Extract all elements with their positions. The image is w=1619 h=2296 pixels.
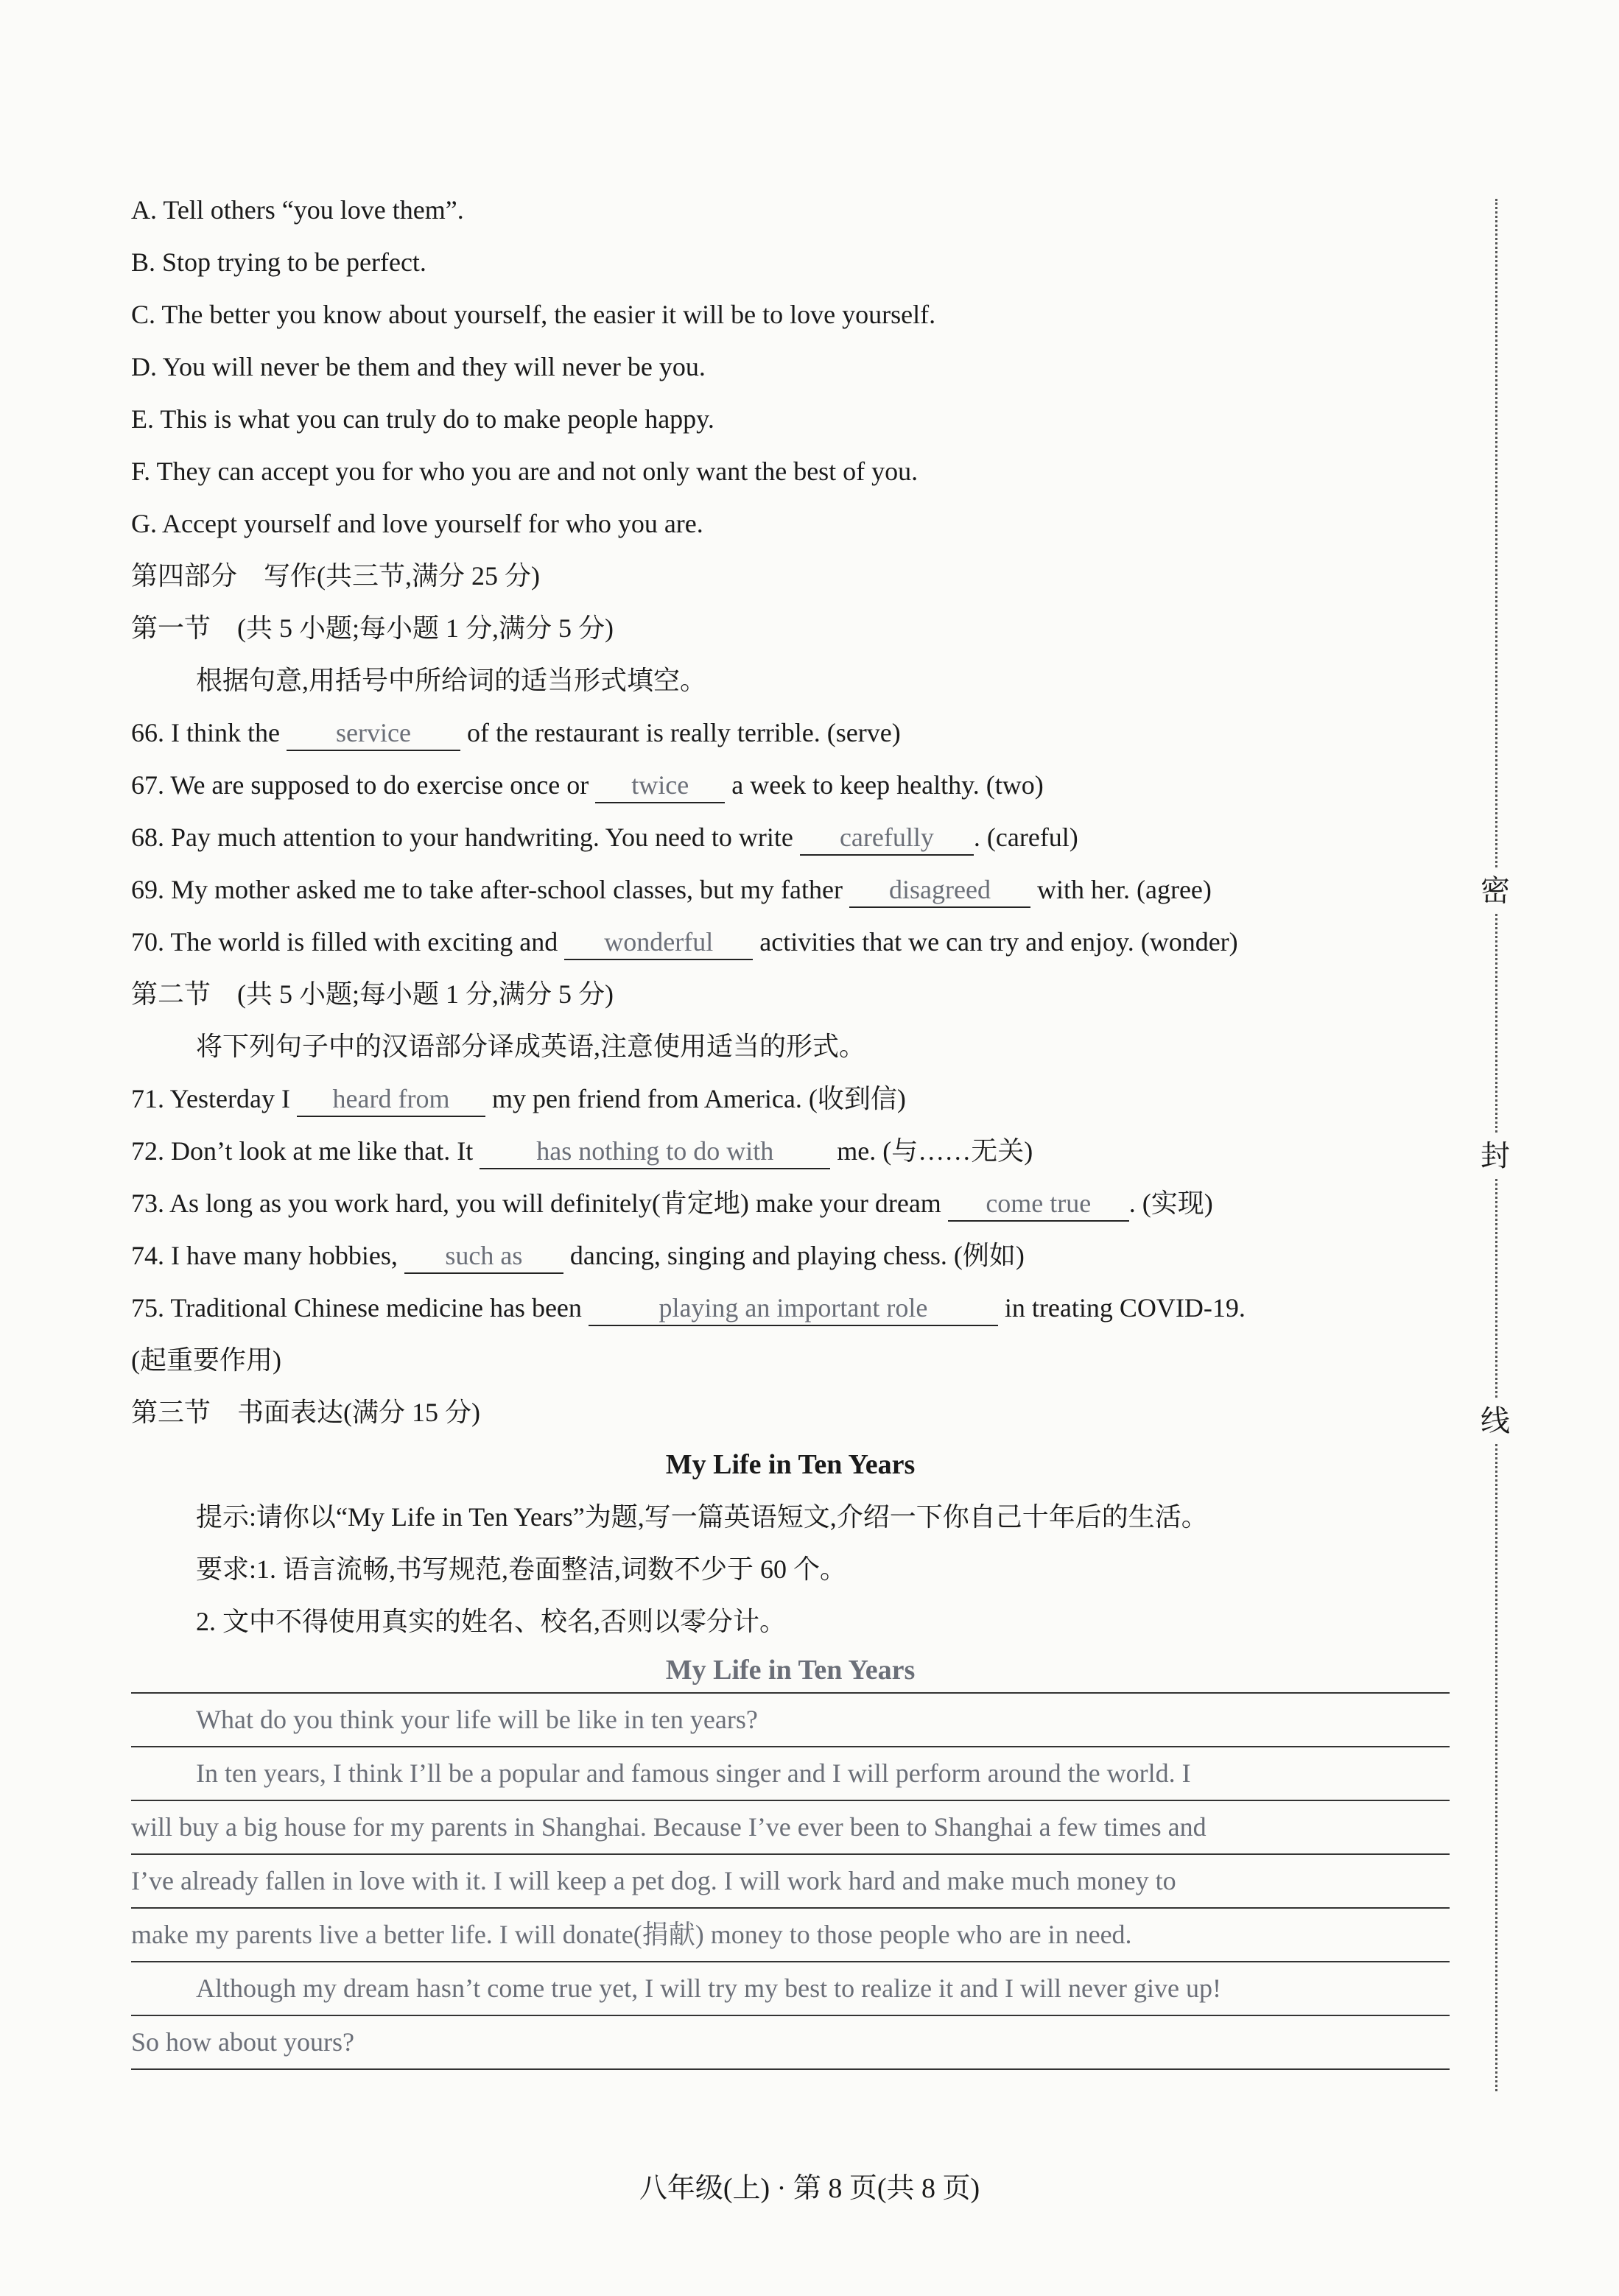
option-d: D. You will never be them and they will never be you. [131,352,706,381]
answer-68[interactable]: carefully [800,820,974,856]
answer-67[interactable]: twice [595,768,725,803]
question-70: 70. The world is filled with exciting and wonderful activities that we can try and enjoy. (wonder) [131,916,1450,968]
seal-mark-feng: 封 [1473,1134,1517,1178]
question-69: 69. My mother asked me to take after-school classes, but my father disagreed with her. (agree) [131,864,1450,916]
writing-requirement-1: 要求:1. 语言流畅,书写规范,卷面整洁,词数不少于 60 个。 [196,1554,847,1584]
question-68: 68. Pay much attention to your handwriting. You need to write carefully . (careful) [131,811,1450,864]
section2-heading: 第二节 (共 5 小题;每小题 1 分,满分 5 分) [131,979,614,1009]
section2-instruction: 将下列句子中的汉语部分译成英语,注意使用适当的形式。 [196,1032,866,1061]
seal-mark-xian: 线 [1473,1399,1517,1443]
answer-70[interactable]: wonderful [564,925,753,960]
question-75: 75. Traditional Chinese medicine has been playing an important role in treating COVID-19. [131,1282,1450,1334]
question-75-hint: (起重要作用) [131,1345,281,1375]
option-c: C. The better you know about yourself, the easier it will be to love yourself. [131,300,936,329]
writing-title: My Life in Ten Years [665,1449,916,1480]
option-b: B. Stop trying to be perfect. [131,247,426,277]
writing-tip: 提示:请你以“My Life in Ten Years”为题,写一篇英语短文,介绍一下你自己十年后的生活。 [196,1502,1208,1532]
question-73: 73. As long as you work hard, you will definitely(肯定地) make your dream come true . (实现) [131,1177,1450,1230]
answer-72[interactable]: has nothing to do with [480,1134,830,1169]
answer-75[interactable]: playing an important role [589,1291,998,1326]
option-g: G. Accept yourself and love yourself for who you are. [131,509,703,538]
answer-71[interactable]: heard from [297,1082,485,1117]
section1-instruction: 根据句意,用括号中所给词的适当形式填空。 [196,666,707,695]
exam-page [131,184,1450,2070]
question-67: 67. We are supposed to do exercise once or twice a week to keep healthy. (two) [131,759,1450,811]
option-a: A. Tell others “you love them”. [131,195,464,225]
essay-line[interactable]: make my parents live a better life. I will donate(捐献) money to those people who are in need. [131,1909,1450,1962]
essay-title: My Life in Ten Years [131,1648,1450,1694]
answer-69[interactable]: disagreed [849,873,1030,908]
essay-line[interactable]: Although my dream hasn’t come true yet, I will try my best to realize it and I will never give up! [131,1962,1450,2016]
option-e: E. This is what you can truly do to make people happy. [131,404,714,434]
essay-line[interactable]: In ten years, I think I’ll be a popular and famous singer and I will perform around the world. I [131,1747,1450,1801]
essay-line[interactable]: So how about yours? [131,2016,1450,2070]
page-footer: 八年级(上) · 第 8 页(共 8 页) [639,2173,980,2204]
essay-line[interactable]: I’ve already fallen in love with it. I will keep a pet dog. I will work hard and make much money to [131,1855,1450,1909]
essay-line[interactable]: What do you think your life will be like in ten years? [131,1694,1450,1747]
option-f: F. They can accept you for who you are and not only want the best of you. [131,457,919,486]
writing-requirement-2: 2. 文中不得使用真实的姓名、校名,否则以零分计。 [196,1607,787,1636]
answer-74[interactable]: such as [404,1239,563,1274]
question-74: 74. I have many hobbies, such as dancing, singing and playing chess. (例如) [131,1230,1450,1282]
section1-heading: 第一节 (共 5 小题;每小题 1 分,满分 5 分) [131,613,614,643]
seal-mark-mi: 密 [1473,869,1517,913]
essay-line[interactable]: will buy a big house for my parents in Shanghai. Because I’ve ever been to Shanghai a few times and [131,1801,1450,1855]
question-71: 71. Yesterday I heard from my pen friend from America. (收到信) [131,1073,1450,1125]
question-72: 72. Don’t look at me like that. It has nothing to do with me. (与……无关) [131,1125,1450,1177]
part4-heading: 第四部分 写作(共三节,满分 25 分) [131,561,540,591]
answer-66[interactable]: service [287,716,460,751]
section3-heading: 第三节 书面表达(满分 15 分) [131,1398,480,1427]
answer-73[interactable]: come true [948,1186,1129,1222]
question-66: 66. I think the service of the restaurant is really terrible. (serve) [131,707,1450,759]
